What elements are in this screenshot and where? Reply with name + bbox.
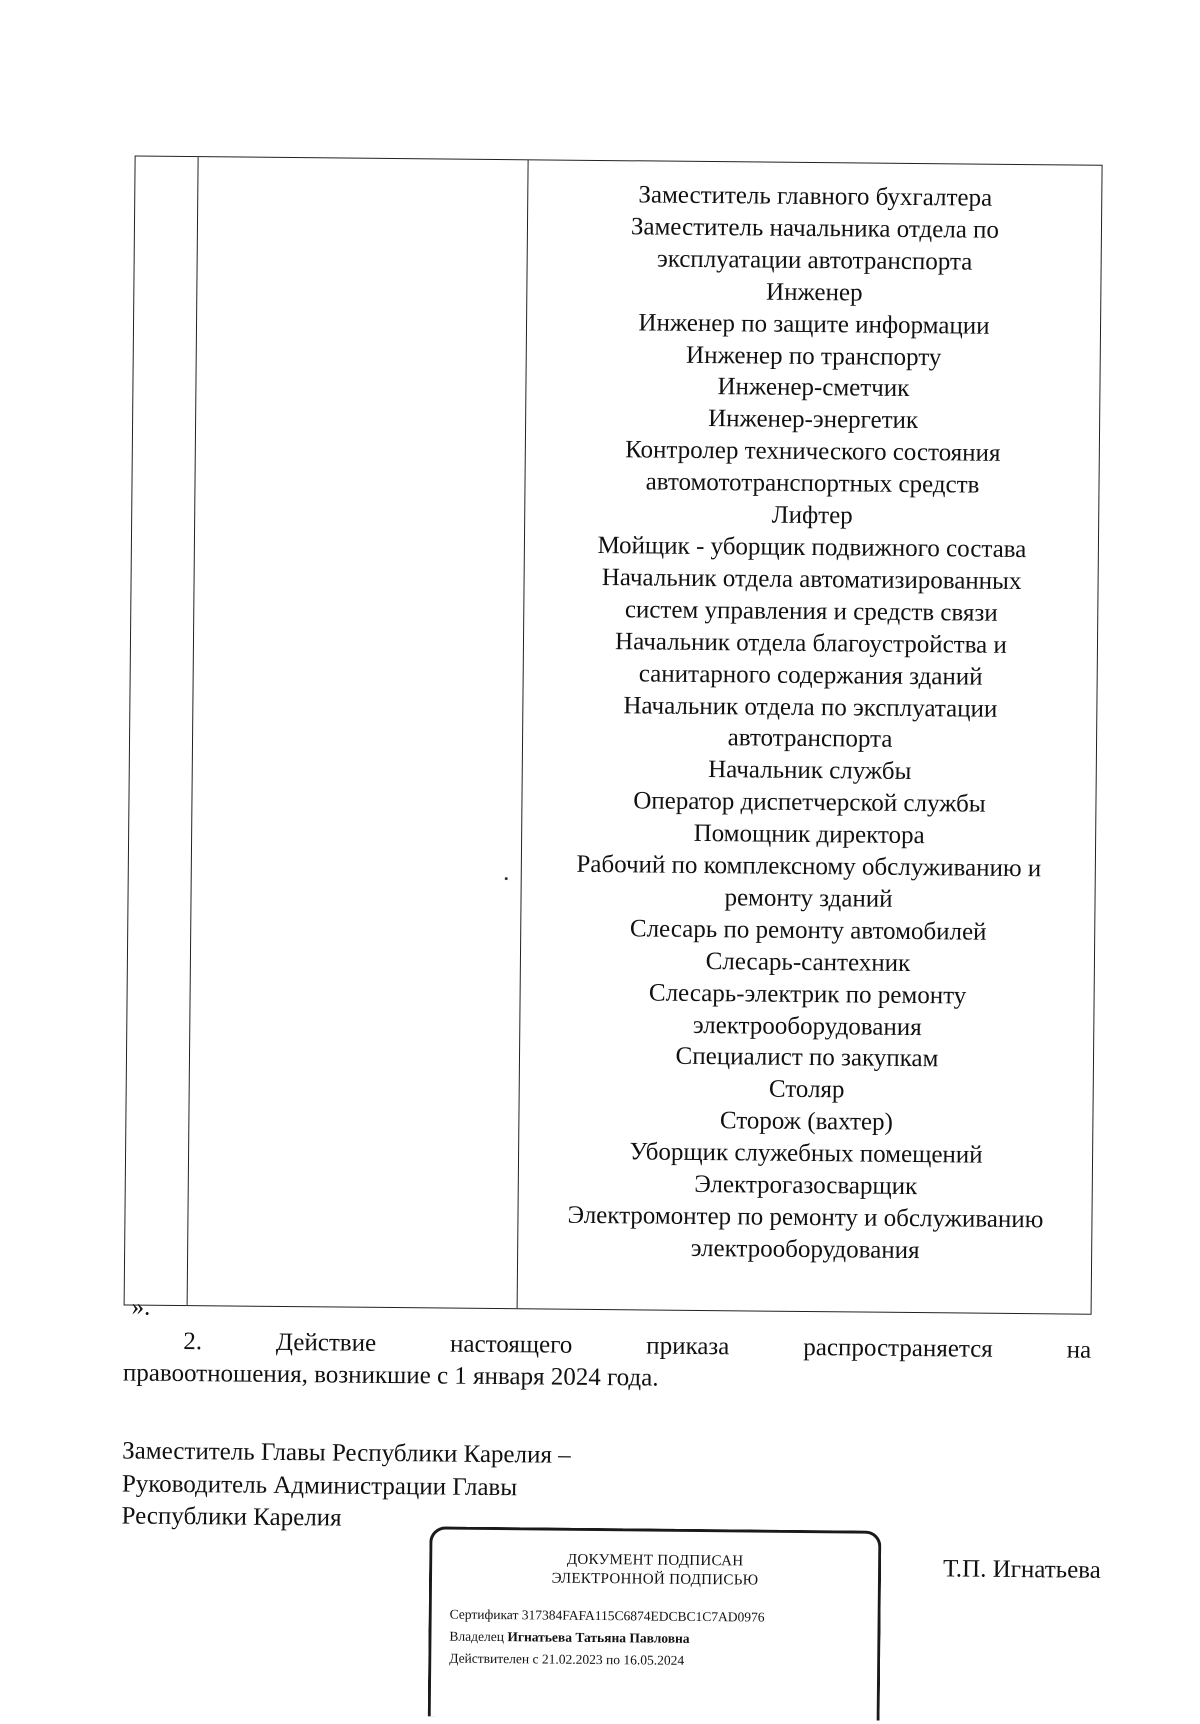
position-line: Начальник отдела автоматизированных [601,563,1022,595]
position-line: Рабочий по комплексному обслуживанию и [576,850,1042,883]
position-line: электрооборудования [692,1011,922,1041]
paragraph-word: распространяется [803,1333,993,1363]
position-line: Оператор диспетчерской службы [633,787,986,818]
signatory-title-line: Руководитель Администрации Главы [121,1469,518,1501]
positions-list [519,178,1101,1268]
electronic-signature-stamp [428,1526,882,1720]
stamp-details [449,1604,878,1674]
position-line: Инженер-энергетик [708,405,919,435]
owner-value: Игнатьева Татьяна Павловна [507,1629,690,1646]
position-line: ремонту зданий [724,884,893,913]
position-line: Слесарь по ремонту автомобилей [629,915,987,946]
stamp-header-line: ДОКУМЕНТ ПОДПИСАН [566,1551,744,1570]
signatory-title-line: Республики Карелия [121,1502,342,1532]
table-column-divider [187,157,199,1305]
paragraph-word: Действие [275,1328,377,1357]
validity-to-date: 16.05.2024 [623,1652,685,1668]
position-line: Помощник директора [693,820,925,850]
paragraph-word: на [1066,1336,1092,1364]
position-line: автомототранспортных средств [645,468,980,499]
position-line: Контролер технического состояния [625,436,1001,468]
scan-artifact-dot [505,877,508,880]
paragraph-word: приказа [646,1332,730,1361]
paragraph-2 [123,1325,1092,1398]
position-line: Электрогазосварщик [694,1171,918,1201]
position-line: автотранспорта [727,724,893,754]
stamp-header-line: ЭЛЕКТРОННОЙ ПОДПИСЬЮ [551,1570,759,1589]
position-line: Заместитель главного бухгалтера [638,181,993,212]
closing-quote-mark: ». [131,1293,151,1321]
paragraph-2-line-2: правоотношения, возникшие с 1 января 2024 года. [122,1359,659,1392]
position-line: Слесарь-электрик по ремонту [648,979,967,1010]
position-line: Электромонтер по ремонту и обслуживанию [567,1201,1044,1234]
validity-label: Действителен [449,1650,530,1667]
position-line: Слесарь-сантехник [705,947,911,977]
certificate-value: 317384FAFA115C6874EDCBC1C7AD0976 [521,1607,765,1625]
validity-to-word: по [605,1652,621,1668]
stamp-header [432,1549,878,1591]
position-line: Начальник службы [708,756,912,786]
position-line: Мойщик - уборщик подвижного состава [597,531,1027,564]
position-line: Инженер по защите информации [638,308,990,340]
positions-table [124,156,1103,1315]
position-line: Уборщик служебных помещений [629,1138,983,1169]
paragraph-word: настоящего [449,1330,573,1359]
position-line: Специалист по закупкам [675,1043,939,1073]
position-line: Сторож (вахтер) [719,1107,894,1137]
position-line: Лифтер [771,501,853,530]
signatory-name: Т.П. Игнатьева [942,1555,1101,1584]
validity-from-date: 21.02.2023 [541,1651,603,1668]
position-line: Столяр [768,1076,845,1104]
position-line: Заместитель начальника отдела по [630,213,1000,244]
signatory-title [121,1435,570,1537]
position-line: Инженер по транспорту [685,341,942,371]
position-line: Начальник отдела по эксплуатации [623,691,998,723]
position-line: Инженер [766,278,863,307]
position-line: Инженер-сметчик [717,373,910,403]
stamp-validity-row [449,1648,877,1674]
validity-from-word: с [532,1651,539,1667]
position-line: Начальник отдела благоустройства и [614,627,1007,659]
position-line: электрооборудования [690,1234,920,1264]
owner-label: Владелец [449,1628,505,1645]
position-line: санитарного содержания зданий [638,659,983,691]
certificate-label: Сертификат [449,1606,519,1623]
position-line: систем управления и средств связи [624,596,998,627]
paragraph-word: 2. [183,1328,203,1356]
signatory-title-line: Заместитель Главы Республики Карелия – [122,1437,571,1469]
position-line: эксплуатации автотранспорта [656,245,973,276]
